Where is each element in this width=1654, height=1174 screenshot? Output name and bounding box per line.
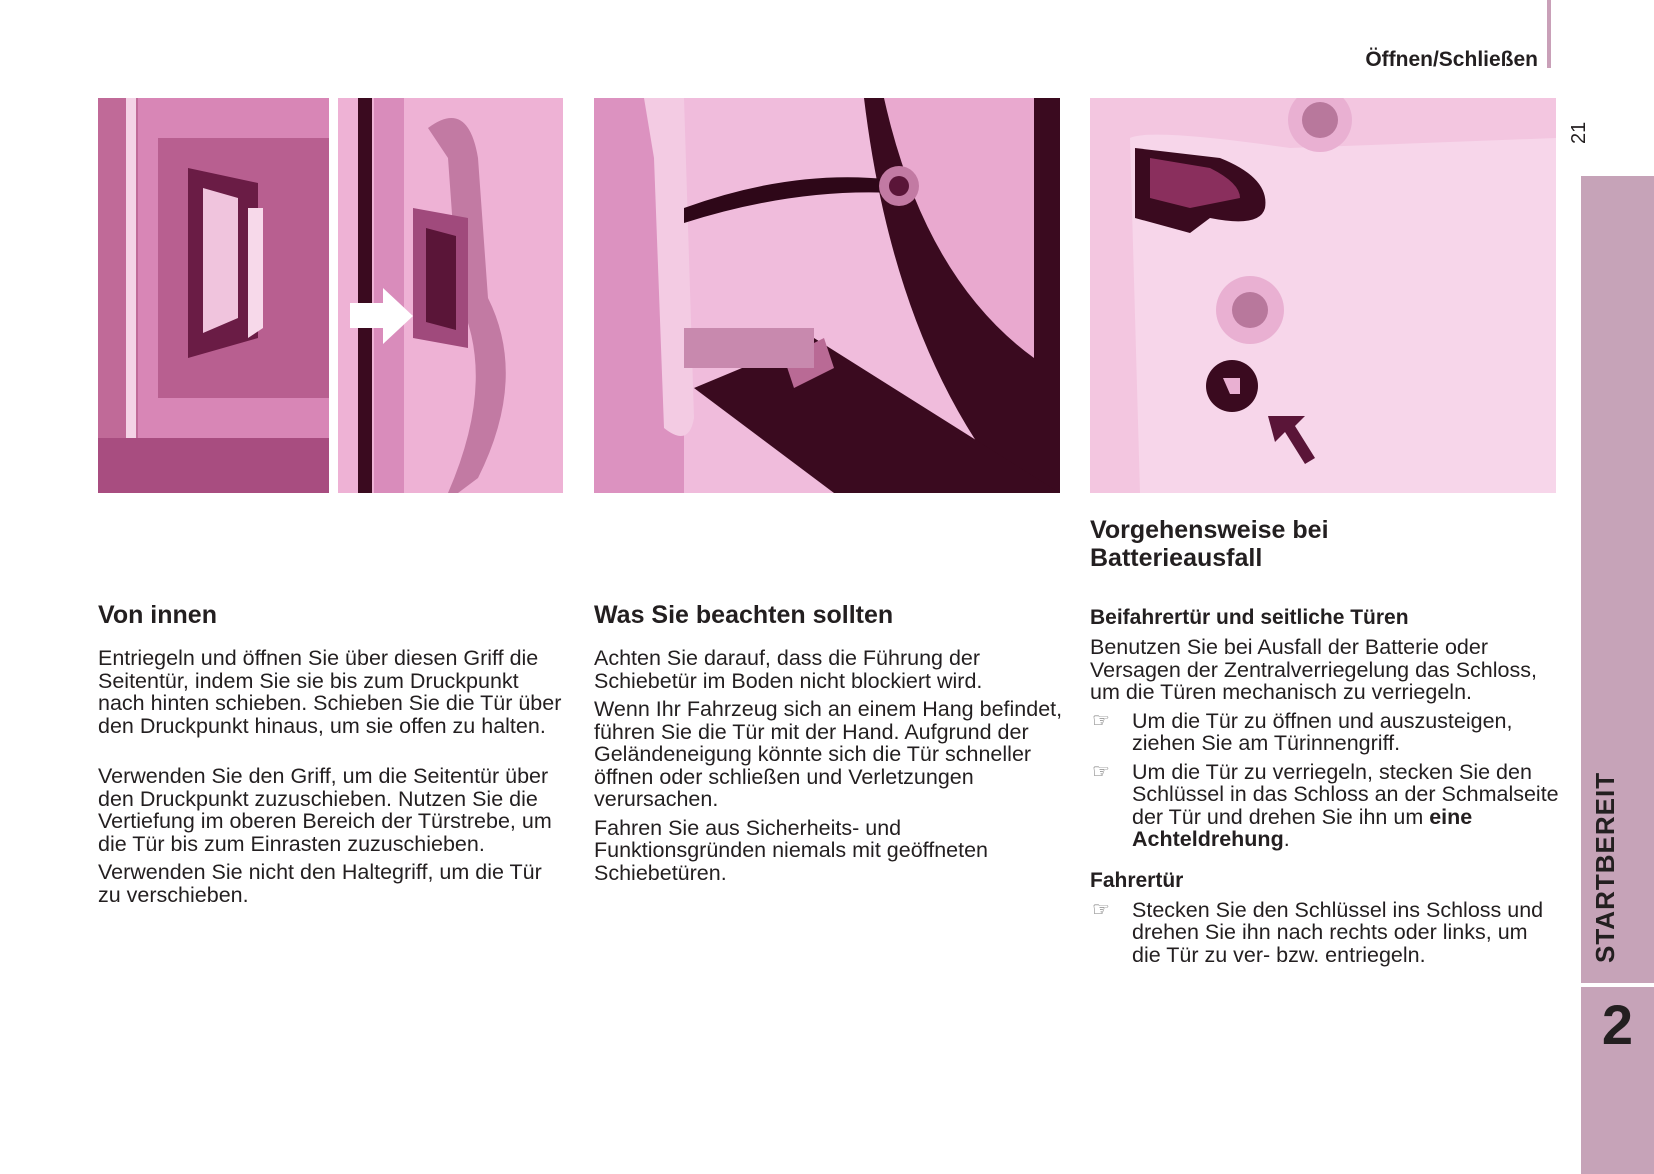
bullet-end: . bbox=[1283, 827, 1290, 851]
list-item bbox=[1090, 899, 1560, 967]
chapter-number: 2 bbox=[1601, 993, 1634, 1056]
illustration-handle bbox=[338, 98, 563, 493]
paragraph-3: Verwenden Sie nicht den Haltegriff, um die Tür zu verschieben. bbox=[98, 860, 542, 907]
list-item bbox=[1090, 710, 1560, 755]
subheading-beifahrertuer: Beifahrertür und seitliche Türen bbox=[1090, 606, 1409, 629]
column-von-innen bbox=[98, 601, 568, 912]
list-item bbox=[1090, 761, 1560, 851]
subheading-fahrertuer: Fahrertür bbox=[1090, 868, 1184, 892]
bullet-emphasis: eine Achteldrehung bbox=[1132, 804, 1473, 851]
illustration-sliding-door-guide bbox=[594, 98, 1060, 493]
section-heading-batterieausfall: Vorgehensweise bei Batterieausfall bbox=[1090, 516, 1329, 572]
pointing-hand-icon: ☞ bbox=[1092, 898, 1110, 921]
paragraph-3: Fahren Sie aus Sicherheits- und Funktionsgründen niemals mit geöffneten Schiebetüren. bbox=[594, 815, 989, 885]
chapter-divider bbox=[1581, 983, 1654, 987]
paragraph-intro: Benutzen Sie bei Ausfall der Batterie oder Versagen der Zentralverriegelung das Schloss, um die Türen mechanisch zu verriegeln. bbox=[1090, 635, 1537, 704]
pointing-hand-icon: ☞ bbox=[1092, 760, 1110, 783]
section-heading-von-innen: Von innen bbox=[98, 601, 217, 629]
header-rule bbox=[1547, 0, 1551, 68]
bullet-text: Um die Tür zu verriegeln, stecken Sie den Schlüssel in das Schloss an der Schmalseite der Tür und drehen Sie ihn um bbox=[1132, 759, 1559, 829]
column-was-sie-beachten bbox=[594, 601, 1066, 890]
column-batterieausfall bbox=[1090, 516, 1560, 972]
page-title: Öffnen/Schließen bbox=[1365, 48, 1538, 71]
paragraph-1: Achten Sie darauf, dass die Führung der Schiebetür im Boden nicht blockiert wird. bbox=[594, 646, 983, 693]
bullet-text: Um die Tür zu öffnen und auszusteigen, ziehen Sie am Türinnengriff. bbox=[1132, 708, 1513, 755]
chapter-label: STARTBEREIT bbox=[1590, 771, 1620, 963]
paragraph-1: Entriegeln und öffnen Sie über diesen Griff die Seitentür, indem Sie sie bis zum Druckpunkt nach hinten schieben. Schieben Sie die Tür über den Druckpunkt hinaus, um sie offen zu halten. bbox=[98, 646, 562, 738]
paragraph-2: Verwenden Sie den Griff, um die Seitentür über den Druckpunkt zuzuschieben. Nutzen Sie die Vertiefung im oberen Bereich der Türstrebe, um die Tür bis zum Einrasten zuzuschieben. bbox=[98, 764, 552, 856]
section-heading-was-sie-beachten: Was Sie beachten sollten bbox=[594, 601, 894, 629]
pointing-hand-icon: ☞ bbox=[1092, 709, 1110, 732]
illustration-door-lock bbox=[1090, 98, 1556, 493]
illustration-door-panel bbox=[98, 98, 329, 493]
page-number: 21 bbox=[1568, 121, 1590, 144]
bullet-text: Stecken Sie den Schlüssel ins Schloss und drehen Sie ihn nach rechts oder links, um die Tür zu ver- bzw. entriegeln. bbox=[1132, 897, 1544, 967]
paragraph-2: Wenn Ihr Fahrzeug sich an einem Hang befindet, führen Sie die Tür mit der Hand. Aufgrund der Geländeneigung könnte sich die Tür schneller öffnen oder schließen und Verletzungen verursachen. bbox=[594, 697, 1063, 811]
